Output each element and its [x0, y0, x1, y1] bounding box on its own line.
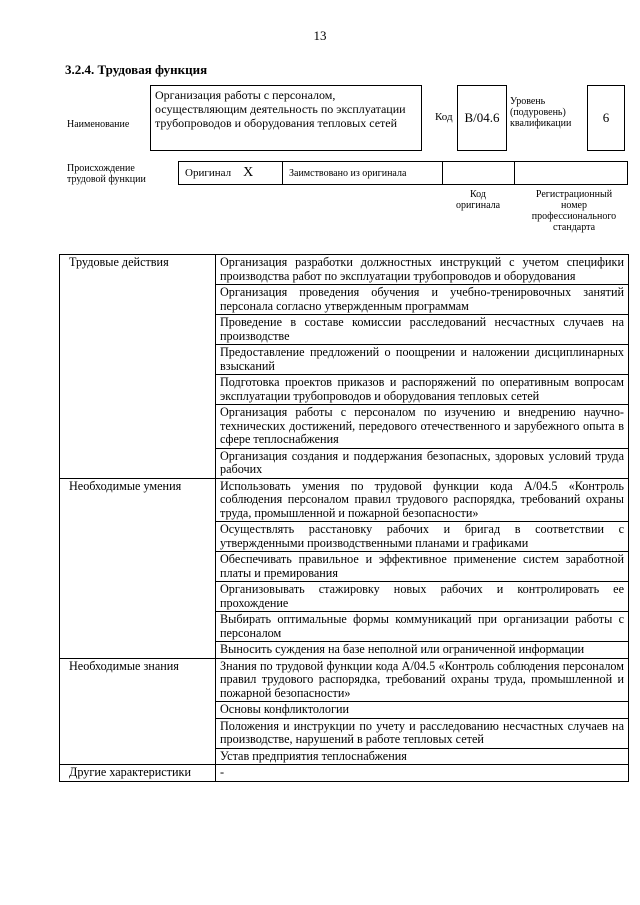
function-name-box: Организация работы с персоналом, осуществляющим деятельность по эксплуатации трубопроводов и оборудования тепловых сетей: [150, 85, 422, 151]
origin-label: [67, 163, 146, 185]
table-cell: -: [216, 765, 629, 782]
table-cell: Положения и инструкции по учету и расследованию несчастных случаев на производстве, нарушений в работе тепловых сетей: [216, 718, 629, 748]
borrowed-label: Заимствовано из оригинала: [289, 167, 407, 179]
original-cell: [179, 162, 283, 184]
reg-number-caption-line: профессионального: [531, 211, 617, 222]
table-cell: Устав предприятия теплоснабжения: [216, 748, 629, 765]
code-label: Код: [435, 111, 453, 123]
code-value: B/04.6: [457, 85, 507, 151]
table-cell: Выносить суждения на базе неполной или ограниченной информации: [216, 642, 629, 659]
table-cell: Организация работы с персоналом по изучению и внедрению научно-технических достижений, передового отечественного и зарубежного опыта в сфере теплоснабжения: [216, 405, 629, 449]
reg-number-caption-line: стандарта: [552, 222, 596, 233]
table-cell: Использовать умения по трудовой функции кода A/04.5 «Контроль соблюдения персоналом правил трудового распорядка, требований охраны труда, промышленной и пожарной безопасности»: [216, 478, 629, 522]
original-label: Оригинал: [185, 167, 232, 179]
category-skills: Необходимые умения: [60, 478, 216, 658]
table-cell: Обеспечивать правильное и эффективное применение систем заработной платы и премирования: [216, 552, 629, 582]
table-row: [60, 658, 629, 702]
level-label-line: квалификации: [510, 118, 572, 129]
orig-code-cell: [443, 162, 515, 184]
level-label-line: Уровень: [510, 96, 546, 107]
reg-number-caption: [518, 189, 630, 233]
origin-label-line: Происхождение: [67, 163, 135, 174]
page-number: 13: [313, 28, 327, 43]
function-table: [59, 254, 629, 782]
origin-label-line: трудовой функции: [67, 174, 146, 185]
table-cell: Предоставление предложений о поощрении и наложении дисциплинарных взысканий: [216, 345, 629, 375]
table-cell: Подготовка проектов приказов и распоряжений по оперативным вопросам эксплуатации трубопроводов и оборудования тепловых сетей: [216, 375, 629, 405]
reg-number-cell: [515, 162, 627, 184]
table-cell: Выбирать оптимальные формы коммуникаций при организации работы с персоналом: [216, 612, 629, 642]
table-cell: Осуществлять расстановку рабочих и бригад в соответствии с утвержденными производственными планами и графиками: [216, 522, 629, 552]
reg-number-caption-line: номер: [561, 200, 587, 211]
orig-code-caption-line: Код: [470, 189, 486, 200]
origin-row: [178, 161, 628, 185]
table-cell: Организация проведения обучения и учебно-тренировочных занятий персонала согласно утвержденным программам: [216, 285, 629, 315]
category-labor-actions: Трудовые действия: [60, 255, 216, 479]
category-other: Другие характеристики: [60, 765, 216, 782]
table-cell: Основы конфликтологии: [216, 702, 629, 719]
table-cell: Организовывать стажировку новых рабочих и контролировать ее прохождение: [216, 582, 629, 612]
table-cell: Организация создания и поддержания безопасных, здоровых условий труда рабочих: [216, 448, 629, 478]
table-row: [60, 255, 629, 285]
original-mark: X: [243, 165, 254, 180]
category-knowledge: Необходимые знания: [60, 658, 216, 765]
table-cell: Организация разработки должностных инструкций с учетом специфики производства работ по эксплуатации трубопроводов и оборудования: [216, 255, 629, 285]
orig-code-caption: [442, 189, 514, 211]
borrowed-cell: [283, 162, 443, 184]
name-label: Наименование: [67, 119, 130, 130]
section-title: 3.2.4. Трудовая функция: [65, 62, 208, 77]
reg-number-caption-line: Регистрационный: [535, 189, 613, 200]
level-label-line: (подуровень): [510, 107, 566, 118]
level-label: [510, 96, 582, 129]
table-cell: Знания по трудовой функции кода A/04.5 «Контроль соблюдения персоналом правил трудового распорядка, требований охраны труда, промышленной и пожарной безопасности»: [216, 658, 629, 702]
table-row: [60, 478, 629, 522]
table-cell: Проведение в составе комиссии расследований несчастных случаев на производстве: [216, 315, 629, 345]
table-row: [60, 765, 629, 782]
orig-code-caption-line: оригинала: [455, 200, 501, 211]
level-value: 6: [587, 85, 625, 151]
